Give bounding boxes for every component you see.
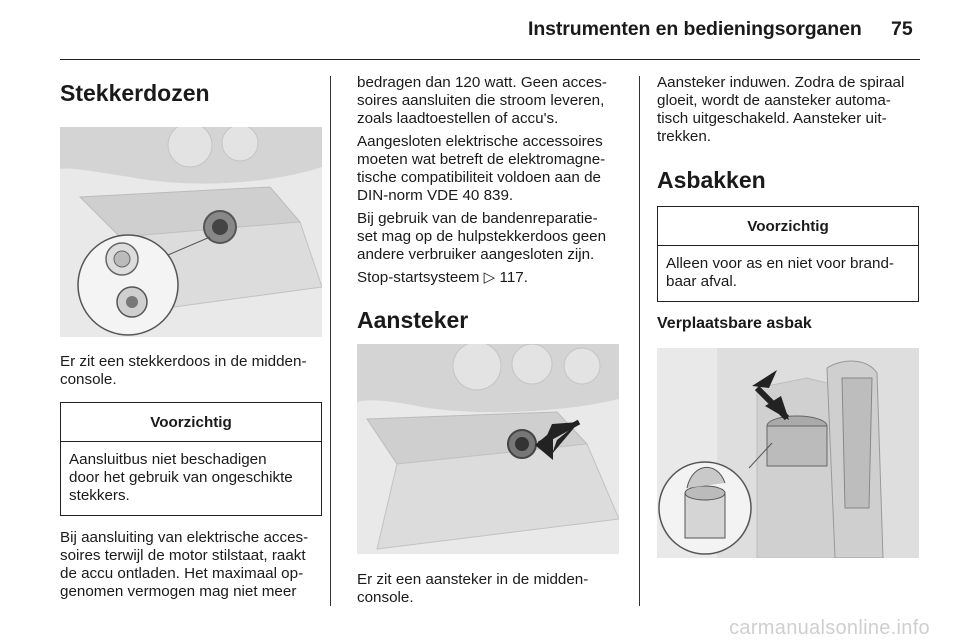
caution-title: Voorzichtig [658,207,918,246]
section-heading-stekkerdozen: Stekkerdozen [60,80,210,106]
text-line: stekkers. [69,487,130,504]
caution-box [657,206,919,302]
watermark-text: carmanualsonline.info [729,617,930,639]
paragraph [357,74,619,128]
text-line: tische compatibiliteit voldoen aan de [357,169,601,186]
text-line: Aangesloten elektrische accessoires [357,133,603,150]
text-line: Er zit een aansteker in de midden- [357,571,589,588]
page-number: 75 [891,18,913,40]
cross-reference: Stop-startsysteem ▷ 117. [357,269,528,286]
text-line: baar afval. [666,273,737,290]
paragraph [60,529,322,601]
text-line: DIN-norm VDE 40 839. [357,187,514,204]
subheading-verplaatsbare-asbak: Verplaatsbare asbak [657,315,812,332]
text-line: Bij aansluiting van elektrische acces- [60,529,309,546]
caution-box [60,402,322,516]
column-divider-2 [639,76,640,606]
text-line: Aansteker induwen. Zodra de spiraal [657,74,905,91]
text-line: door het gebruik van ongeschikte [69,469,293,486]
text-line: console. [357,589,414,606]
text-line: tisch uitgeschakeld. Aansteker uit- [657,110,887,127]
lighter-illustration [357,344,619,554]
header-title: Instrumenten en bedieningsorganen [528,18,862,40]
text-line: Er zit een stekkerdoos in de midden- [60,353,307,370]
text-line: set mag op de hulpstekkerdoos geen [357,228,607,245]
column-2 [357,74,619,607]
text-line: bedragen dan 120 watt. Geen acces- [357,74,607,91]
text-line: Aansluitbus niet beschadigen [69,451,267,468]
header-rule [60,59,920,60]
caution-title: Voorzichtig [61,403,321,442]
text-line: moeten wat betreft de elektromagne- [357,151,606,168]
socket-illustration [60,127,322,337]
text-line: andere verbruiker aangesloten zijn. [357,246,595,263]
socket-caption [60,353,322,389]
text-line: zoals laadtoestellen of accu's. [357,110,559,127]
paragraph [357,210,619,264]
lighter-caption [357,571,619,607]
text-line: Bij gebruik van de bandenreparatie- [357,210,598,227]
section-heading-asbakken: Asbakken [657,167,766,193]
text-line: trekken. [657,128,712,145]
column-3 [657,74,919,558]
column-divider-1 [330,76,331,606]
paragraph [357,133,619,205]
text-line: soires terwijl de motor stilstaat, raakt [60,547,306,564]
section-heading-aansteker: Aansteker [357,307,469,333]
text-line: console. [60,371,117,388]
text-line: Alleen voor as en niet voor brand- [666,255,894,272]
text-line: soires aansluiten die stroom leveren, [357,92,605,109]
caution-body [61,442,321,515]
text-line: genomen vermogen mag niet meer [60,583,297,600]
paragraph [657,74,919,146]
text-line: gloeit, wordt de aansteker automa- [657,92,891,109]
caution-body [658,246,918,301]
column-1 [60,74,322,601]
text-line: de accu ontladen. Het maximaal op- [60,565,304,582]
ashtray-illustration [657,348,919,558]
